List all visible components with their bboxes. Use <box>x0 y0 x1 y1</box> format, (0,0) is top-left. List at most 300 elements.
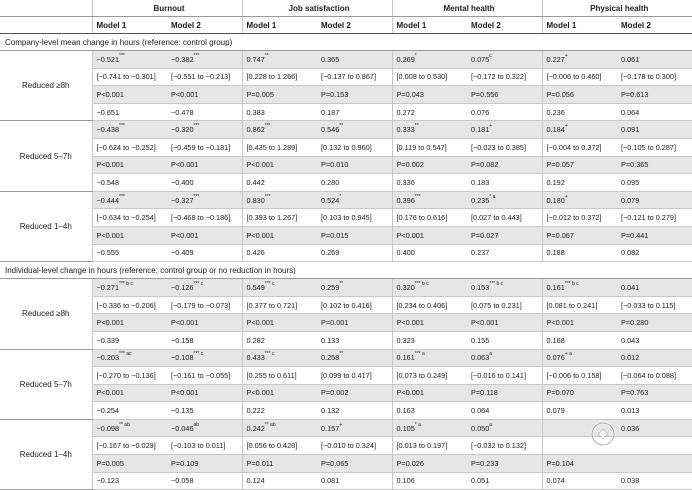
table-cell <box>167 86 242 104</box>
cell-value: [−0.551 to −0.213] <box>171 72 231 82</box>
cell-value: 0.442 <box>246 177 265 187</box>
cell-significance: *** <box>119 52 125 59</box>
cell-value: P=0.065 <box>321 458 349 468</box>
cell-significance: *** <box>414 193 421 200</box>
table-cell <box>242 103 317 121</box>
table-cell <box>92 191 167 209</box>
row-group-label: Reduced 5–7h <box>0 349 92 419</box>
cell-value: 0.082 <box>621 248 640 258</box>
cell-value: 0.237 <box>471 248 490 258</box>
table-cell <box>317 191 392 209</box>
table-cell <box>392 156 467 174</box>
cell-value: [0.176 to 0.616] <box>396 213 448 223</box>
table-row <box>0 244 692 262</box>
cell-significance: ** <box>414 123 419 130</box>
cell-value: 0.187 <box>321 107 340 117</box>
cell-value: 0.163 <box>396 406 415 416</box>
table-cell <box>542 191 617 209</box>
table-cell <box>617 86 692 104</box>
table-cell <box>542 402 617 420</box>
table-cell <box>92 349 167 367</box>
cell-value: 0.862 <box>246 125 265 135</box>
table-cell <box>167 68 242 86</box>
cell-significance: * <box>414 52 417 59</box>
table-cell <box>167 455 242 473</box>
table-row <box>0 51 692 69</box>
table-cell <box>92 103 167 121</box>
table-cell <box>467 68 542 86</box>
cell-value: −0.555 <box>96 248 120 258</box>
cell-value: [0.119 to 0.547] <box>396 142 447 152</box>
cell-value: 0.168 <box>546 335 565 345</box>
table-cell <box>167 296 242 314</box>
cell-value: [−0.023 to 0.385] <box>471 142 526 152</box>
cell-value: [0.075 to 0.231] <box>471 300 522 310</box>
table-cell <box>92 419 167 437</box>
table-cell <box>167 384 242 402</box>
cell-value: 0.050 <box>471 423 490 433</box>
table-cell <box>392 68 467 86</box>
group-header-row <box>0 0 692 17</box>
cell-value: P<0.001 <box>396 388 424 398</box>
cell-value: P<0.001 <box>246 388 274 398</box>
model-header: Model 1 <box>242 17 317 34</box>
cell-value: −0.444 <box>96 195 120 205</box>
cell-value: [−0.137 to 0.867] <box>321 72 376 82</box>
cell-value: 0.155 <box>471 335 490 345</box>
model-header: Model 1 <box>392 17 467 34</box>
cell-value: P=0.109 <box>171 458 199 468</box>
table-cell <box>317 331 392 349</box>
cell-value: P=0.005 <box>246 89 274 99</box>
cell-significance: *** <box>264 123 271 130</box>
cell-significance: *** c <box>193 351 204 358</box>
table-cell <box>542 226 617 244</box>
model-header: Model 2 <box>167 17 242 34</box>
cell-value: 0.242 <box>246 423 265 433</box>
table-cell <box>167 244 242 262</box>
cell-value: −0.320 <box>171 125 194 135</box>
table-cell <box>542 103 617 121</box>
cell-value: [−0.468 to −0.186] <box>171 213 231 223</box>
table-cell <box>242 86 317 104</box>
table-cell <box>392 349 467 367</box>
table-cell <box>92 51 167 69</box>
cell-value: [−0.172 to 0.322] <box>471 72 526 82</box>
table-cell <box>317 279 392 297</box>
cell-value: −0.327 <box>171 195 194 205</box>
table-row <box>0 296 692 314</box>
model-header: Model 1 <box>92 17 167 34</box>
table-cell <box>317 296 392 314</box>
cell-value: 0.227 <box>546 54 565 64</box>
row-group-label: Reduced ≥8h <box>0 51 92 121</box>
cell-value: P<0.001 <box>546 318 574 328</box>
cell-value: 0.074 <box>546 476 565 486</box>
table-cell <box>167 402 242 420</box>
table-cell <box>542 156 617 174</box>
table-cell <box>392 419 467 437</box>
cell-significance: *** c <box>264 351 275 358</box>
table-cell <box>467 121 542 139</box>
cell-value: [0.377 to 0.721] <box>246 300 298 310</box>
cell-significance: *** <box>193 193 200 200</box>
table-cell <box>317 384 392 402</box>
cell-value: [0.103 to 0.945] <box>321 213 372 223</box>
cell-value: P=0.365 <box>621 160 649 170</box>
cell-value: 0.133 <box>321 335 340 345</box>
table-cell <box>242 384 317 402</box>
table-cell <box>617 226 692 244</box>
table-cell <box>542 384 617 402</box>
table-cell <box>92 174 167 192</box>
table-cell <box>467 331 542 349</box>
table-cell <box>317 156 392 174</box>
cell-value: P=0.043 <box>396 89 424 99</box>
cell-value: 0.106 <box>396 476 415 486</box>
cell-value: 0.323 <box>396 335 415 345</box>
table-cell <box>92 402 167 420</box>
cell-value: 0.124 <box>246 476 265 486</box>
table-cell <box>392 103 467 121</box>
cell-significance: ** ab <box>119 421 130 428</box>
table-cell <box>242 437 317 455</box>
cell-significance: *** c <box>193 280 204 287</box>
cell-value: 0.269 <box>396 54 415 64</box>
table-cell <box>242 156 317 174</box>
table-row <box>0 103 692 121</box>
table-cell <box>617 244 692 262</box>
cell-value: [0.008 to 0.530] <box>396 72 448 82</box>
section-title: Individual-level change in hours (reference: control group or no reduction in hours) <box>0 262 692 279</box>
cell-value: 0.095 <box>621 177 640 187</box>
model-header: Model 2 <box>467 17 542 34</box>
cell-value: 0.081 <box>321 476 340 486</box>
row-group-label: Reduced 1–4h <box>0 419 92 489</box>
table-body <box>0 34 692 490</box>
table-cell <box>167 138 242 156</box>
cell-value: 0.079 <box>546 406 565 416</box>
table-cell <box>617 103 692 121</box>
cell-value: P<0.001 <box>396 318 424 328</box>
cell-value: P=0.082 <box>471 160 499 170</box>
cell-value: 0.036 <box>621 423 640 433</box>
cell-significance: * a <box>414 421 421 428</box>
cell-significance: *** c <box>264 280 275 287</box>
table-cell <box>617 472 692 490</box>
cell-value: 0.180 <box>546 195 565 205</box>
cell-value: [0.099 to 0.417] <box>321 370 372 380</box>
model-header-row <box>0 17 692 34</box>
cell-value: [−0.010 to 0.324] <box>321 441 376 451</box>
table-cell <box>167 156 242 174</box>
cell-value: −0.123 <box>96 476 120 486</box>
cell-value: 0.157 <box>321 423 340 433</box>
cell-value: 0.320 <box>396 282 415 292</box>
table-cell <box>617 51 692 69</box>
table-cell <box>467 455 542 473</box>
table-cell <box>317 244 392 262</box>
cell-value: 0.426 <box>246 248 265 258</box>
cell-value: 0.269 <box>321 248 340 258</box>
cell-value: [0.027 to 0.443] <box>471 213 522 223</box>
table-cell <box>542 121 617 139</box>
table-cell <box>242 244 317 262</box>
group-header-mental-health: Mental health <box>392 0 542 17</box>
table-row <box>0 419 692 437</box>
table-cell <box>392 138 467 156</box>
table-cell <box>242 51 317 69</box>
cell-value: 0.365 <box>321 54 340 64</box>
cell-value: 0.064 <box>471 406 490 416</box>
table-cell <box>392 314 467 332</box>
model-header: Model 2 <box>317 17 392 34</box>
cell-value: P<0.001 <box>171 318 199 328</box>
table-cell <box>92 138 167 156</box>
cell-significance: *** a <box>414 351 425 358</box>
cell-significance: + <box>489 123 493 130</box>
cell-value: [−0.012 to 0.372] <box>546 213 602 223</box>
table-cell <box>242 472 317 490</box>
cell-value: 0.546 <box>321 125 340 135</box>
cell-value: [0.228 to 1.266] <box>246 72 298 82</box>
cell-value: −0.521 <box>96 54 120 64</box>
cell-significance: ab <box>193 421 200 428</box>
table-cell <box>242 314 317 332</box>
cell-value: 0.153 <box>471 282 490 292</box>
cell-value: P=0.763 <box>621 388 649 398</box>
table-cell <box>617 209 692 227</box>
table-cell <box>167 103 242 121</box>
cell-value: P<0.001 <box>246 160 274 170</box>
cell-value: P=0.104 <box>546 458 574 468</box>
table-cell <box>317 103 392 121</box>
cell-value: 0.043 <box>621 335 640 345</box>
table-cell <box>242 226 317 244</box>
cell-value: −0.135 <box>171 406 194 416</box>
cell-value: P=0.556 <box>471 89 499 99</box>
table-row <box>0 349 692 367</box>
cell-value: P=0.118 <box>471 388 498 398</box>
table-cell <box>167 51 242 69</box>
cell-value: 0.061 <box>621 54 640 64</box>
cell-value: −0.158 <box>171 335 194 345</box>
cell-value: 0.079 <box>621 195 640 205</box>
cell-value: [0.073 to 0.249] <box>396 370 448 380</box>
cell-significance: + <box>564 52 568 59</box>
table-row <box>0 156 692 174</box>
table-row <box>0 367 692 385</box>
table-cell <box>392 86 467 104</box>
cell-value: 0.272 <box>396 107 415 117</box>
cell-value: P<0.001 <box>96 160 124 170</box>
cell-value: 0.830 <box>246 195 265 205</box>
cell-significance: *** <box>264 193 271 200</box>
section-title: Company-level mean change in hours (reference: control group) <box>0 34 692 51</box>
cell-value: P=0.056 <box>546 89 574 99</box>
table-cell <box>467 244 542 262</box>
cell-value: P=0.001 <box>321 318 349 328</box>
table-cell <box>167 209 242 227</box>
cell-value: 0.161 <box>396 353 415 363</box>
cell-value: P<0.001 <box>396 230 424 240</box>
cell-value: P=0.057 <box>546 160 574 170</box>
cell-value: 0.041 <box>621 282 640 292</box>
table-row <box>0 191 692 209</box>
table-row <box>0 174 692 192</box>
table-cell <box>392 437 467 455</box>
cell-value: 0.076 <box>546 353 565 363</box>
cell-value: P=0.613 <box>621 89 649 99</box>
table-cell <box>617 68 692 86</box>
table-cell <box>392 209 467 227</box>
cell-value: P<0.001 <box>246 230 274 240</box>
group-header-burnout: Burnout <box>92 0 242 17</box>
table-cell <box>92 156 167 174</box>
table-cell <box>317 68 392 86</box>
cell-value: P<0.001 <box>471 318 499 328</box>
table-cell <box>242 349 317 367</box>
cell-significance: *** b c <box>119 280 133 287</box>
cell-value: P=0.002 <box>396 160 424 170</box>
table-cell <box>167 174 242 192</box>
cell-value: P<0.001 <box>246 318 274 328</box>
cell-value: P=0.027 <box>471 230 499 240</box>
cell-value: −0.108 <box>171 353 194 363</box>
cell-value: −0.478 <box>171 107 194 117</box>
group-header-job-satisfaction: Job satisfaction <box>242 0 392 17</box>
table-row <box>0 68 692 86</box>
table-row <box>0 314 692 332</box>
cell-significance: *** b c <box>489 280 504 287</box>
cell-significance: * a <box>489 193 496 200</box>
cell-significance: *** <box>193 52 200 59</box>
table-cell <box>392 174 467 192</box>
cell-value: −0.046 <box>171 423 194 433</box>
cell-significance: *** <box>119 123 125 130</box>
cell-value: −0.058 <box>171 476 194 486</box>
table-cell <box>542 367 617 385</box>
table-cell <box>467 296 542 314</box>
table-cell <box>392 296 467 314</box>
table-cell <box>167 367 242 385</box>
cell-value: P=0.280 <box>621 318 649 328</box>
table-row <box>0 209 692 227</box>
table-cell <box>467 209 542 227</box>
table-row <box>0 279 692 297</box>
cell-value: P=0.026 <box>396 458 424 468</box>
table-cell <box>167 279 242 297</box>
table-cell <box>167 437 242 455</box>
table-cell <box>167 314 242 332</box>
table-cell <box>317 138 392 156</box>
cell-significance: *** b c <box>564 280 579 287</box>
table-row <box>0 455 692 473</box>
table-cell <box>542 279 617 297</box>
cell-value: 0.188 <box>546 248 565 258</box>
table-cell <box>617 191 692 209</box>
cell-value: 0.132 <box>321 406 340 416</box>
table-cell <box>92 244 167 262</box>
table-cell <box>617 138 692 156</box>
table-cell <box>242 121 317 139</box>
table-cell <box>617 121 692 139</box>
table-cell <box>467 367 542 385</box>
cell-value: 0.259 <box>321 282 340 292</box>
cell-significance: *** ac <box>119 351 132 358</box>
table-cell <box>392 331 467 349</box>
cell-significance: + <box>339 421 343 428</box>
cell-significance: a <box>489 351 493 358</box>
table-row <box>0 437 692 455</box>
cell-value: P=0.441 <box>621 230 649 240</box>
table-cell <box>242 419 317 437</box>
table-cell <box>542 68 617 86</box>
cell-significance: + <box>564 123 568 130</box>
cell-value: −0.382 <box>171 54 194 64</box>
cell-value: −0.400 <box>171 177 194 187</box>
table-cell <box>617 331 692 349</box>
table-cell <box>467 472 542 490</box>
cell-value: 0.183 <box>471 177 490 187</box>
model-header: Model 2 <box>617 17 692 34</box>
table-cell <box>317 121 392 139</box>
table-cell <box>242 367 317 385</box>
cell-significance: + a <box>564 351 572 358</box>
table-cell <box>167 419 242 437</box>
cell-value: 0.184 <box>546 125 565 135</box>
cell-value: 0.333 <box>396 125 415 135</box>
cell-value: −0.651 <box>96 107 120 117</box>
table-cell <box>392 384 467 402</box>
cell-significance: *** <box>193 123 200 130</box>
table-cell <box>242 402 317 420</box>
section-header-row <box>0 262 692 279</box>
cell-value: P=0.070 <box>546 388 574 398</box>
cell-value: [−0.033 to 0.115] <box>621 300 676 310</box>
cell-value: [0.102 to 0.416] <box>321 300 372 310</box>
table-cell <box>317 419 392 437</box>
cell-value: [−0.121 to 0.279] <box>621 213 676 223</box>
table-cell <box>317 367 392 385</box>
table-cell <box>617 314 692 332</box>
cell-value: P<0.001 <box>96 230 124 240</box>
cell-value: 0.013 <box>621 406 640 416</box>
cell-value: [−0.105 to 0.287] <box>621 142 676 152</box>
table-cell <box>617 384 692 402</box>
cell-value: [−0.103 to 0.011] <box>171 441 226 451</box>
cell-value: [0.013 to 0.197] <box>396 441 448 451</box>
cell-value: P=0.005 <box>96 458 124 468</box>
table-row <box>0 402 692 420</box>
table-cell <box>242 191 317 209</box>
table-cell <box>92 384 167 402</box>
table-cell <box>542 209 617 227</box>
table-cell <box>317 472 392 490</box>
cell-value: 0.181 <box>471 125 490 135</box>
cell-value: [−0.336 to −0.206] <box>96 300 156 310</box>
cell-value: [−0.016 to 0.141] <box>471 370 526 380</box>
cell-value: [−0.032 to 0.132] <box>471 441 526 451</box>
table-cell <box>542 138 617 156</box>
table-cell <box>92 472 167 490</box>
table-cell <box>242 279 317 297</box>
table-cell <box>467 51 542 69</box>
table-cell <box>392 191 467 209</box>
section-header-row <box>0 34 692 51</box>
table-row <box>0 121 692 139</box>
cell-value: 0.383 <box>246 107 265 117</box>
